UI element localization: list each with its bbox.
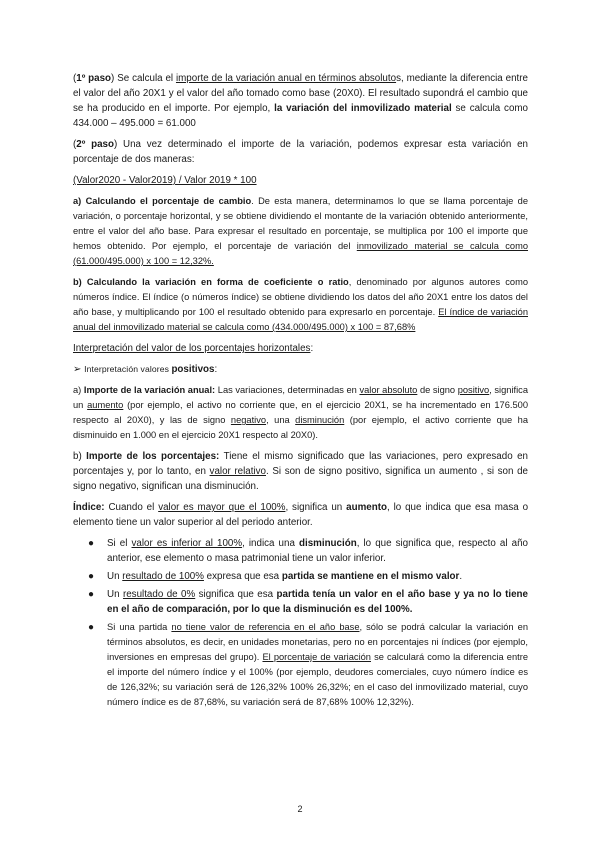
arrow-bullet-icon: ➢: [73, 364, 82, 375]
percentages-paragraph: b) Importe de los porcentajes: Tiene el mismo significado que las variaciones, pero expresado en porcentajes y, por lo tanto, en valor relativo. Si son de signo positivo, significa un aumento , si son de signo negativo, significan una disminución.: [73, 451, 528, 492]
paso1-underline: importe de la variación anual en términos absoluto: [175, 73, 397, 84]
index-paragraph: Índice: Cuando el valor es mayor que el 100%, significa un aumento, lo que indica que esa masa o elemento tiene un valor superior al del periodo anterior.: [73, 502, 529, 528]
option-a-label: a) Calculando el porcentaje de cambio: [73, 196, 252, 206]
formula: (Valor2020 - Valor2019) / Valor 2019 * 100: [73, 175, 257, 186]
paso2-paragraph: (2º paso) Una vez determinado el importe de la variación, podemos expresar esta variación en porcentaje de dos maneras:: [73, 139, 528, 165]
option-b-paragraph: b) Calculando la variación en forma de coeficiente o ratio, denominado por algunos autores como números índice. El índice (o números índice) se obtiene dividiendo los datos del año 20X1 entre los datos del año base, y multiplicando por 100 el resultado obtenido para expresarlo en porcentaje. El índice de variación anual del inmovilizado material se calcula como (434.000/495.000) x 100 = 87,68%: [73, 277, 528, 332]
page-number: 2: [297, 804, 303, 814]
bullet-icon: ●: [88, 622, 95, 633]
paso2-label: 2º paso: [76, 139, 114, 150]
list-item: ● Si el valor es inferior al 100%, indica una disminución, lo que significa que, respecto al año anterior, ese elemento o masa patrimonial tiene un valor inferior.: [88, 538, 528, 564]
annual-variation-paragraph: a) Importe de la variación anual: Las variaciones, determinadas en valor absoluto de signo positivo, significa un aumento (por ejemplo, el activo no corriente que, en el ejercicio 20X1, se ha incrementado en 176.500 respecto al 20X0), y las de signo negativo, una disminución (por ejemplo, el activo corriente que ha disminuido en 1.000 en el ejercicio 20X1 respecto al 20X0).: [73, 385, 529, 440]
paso1-label: 1º paso: [76, 73, 112, 84]
bullet-icon: ●: [88, 571, 95, 582]
page-content: [73, 71, 528, 713]
interpretation-heading: Interpretación del valor de los porcentajes horizontales:: [73, 343, 314, 354]
list-item: ● Un resultado de 0% significa que esa partida tenía un valor en el año base y ya no lo tiene en el año de comparación, por lo que la disminución es del 100%.: [88, 589, 528, 615]
bullet-list: [73, 536, 528, 710]
positive-values-heading: ➢ Interpretación valores positivos:: [73, 364, 218, 375]
option-a-paragraph: a) Calculando el porcentaje de cambio. De esta manera, determinamos lo que se llama porcentaje de variación, o porcentaje horizontal, y se obtiene dividiendo el montante de la variación obtenido anteriormente, entre el valor del año base. Para expresar el resultado en porcentaje, se multiplica por 100 el importe que hemos obtenido. Por ejemplo, el porcentaje de variación del inmovilizado material se calcula como (61.000/495.000) x 100 = 12,32%.: [73, 196, 529, 266]
bullet-icon: ●: [88, 538, 95, 549]
list-item: ● Si una partida no tiene valor de referencia en el año base, sólo se podrá calcular la variación en términos absolutos, es decir, en unidades monetarias, pero no en porcentajes ni índices (por ejemplo, inversiones en empresas del grupo). El porcentaje de variación se calculará como la diferencia entre el importe del número índice y el 100% (por ejemplo, deudores comerciales, cuyo número índice es de 126,32%; su variación será de 126,32% 100% 26,32%; en el caso del inmovilizado material, cuyo número índice es de 87,68%, su variación será de 87,68% 100% 12,32%).: [88, 622, 528, 707]
bullet-icon: ●: [88, 589, 95, 600]
paso1-paragraph: (1º paso) Se calcula el importe de la variación anual en términos absolutos, mediante la diferencia entre el valor del año 20X1 y el valor del año tomado como base (20X0). El resultado supondrá el cambio que se ha producido en el importe. Por ejemplo, la variación del inmovilizado material se calcula como 434.000 – 495.000 = 61.000: [73, 73, 528, 129]
list-item: ● Un resultado de 100% expresa que esa partida se mantiene en el mismo valor.: [88, 571, 463, 582]
option-b-label: b) Calculando la variación en forma de coeficiente o ratio: [73, 277, 349, 287]
